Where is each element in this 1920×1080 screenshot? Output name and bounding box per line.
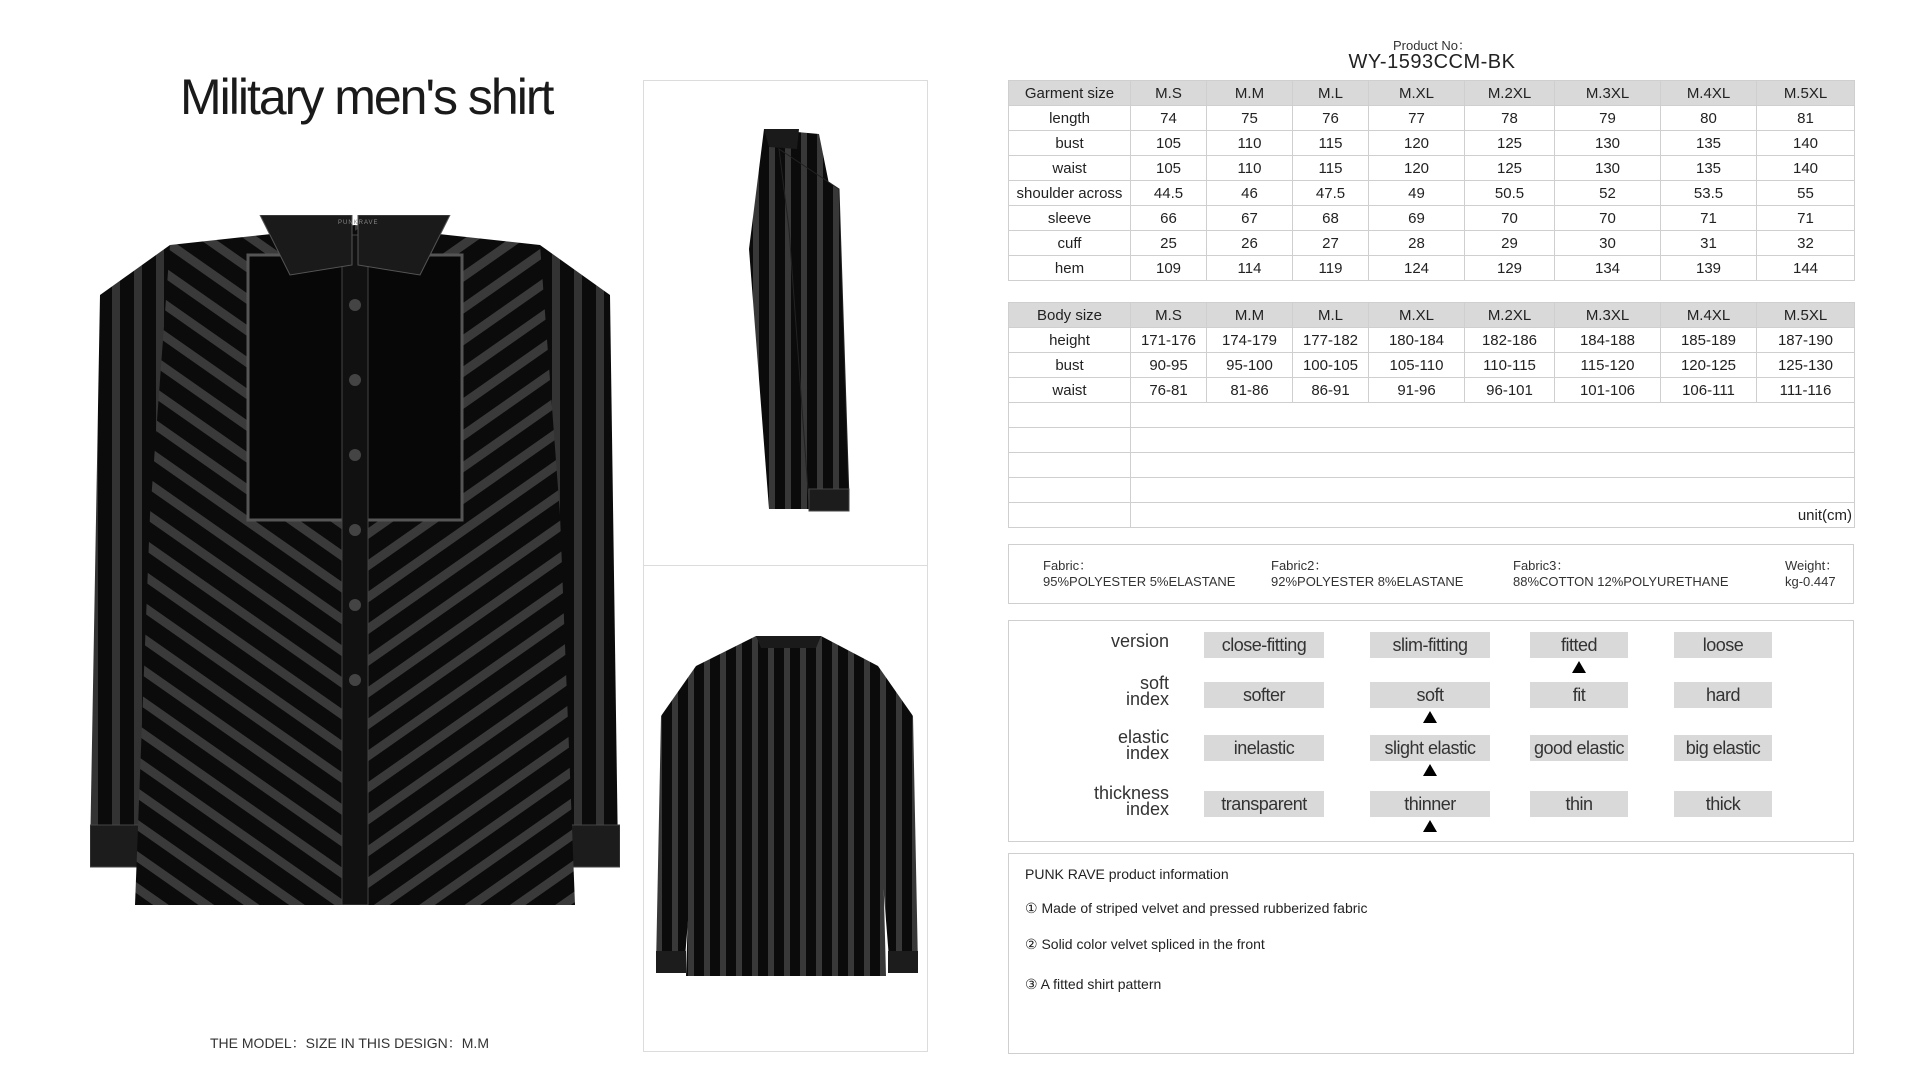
table-cell: 105 xyxy=(1131,131,1207,156)
table-cell: 70 xyxy=(1555,206,1661,231)
row-label: waist xyxy=(1009,156,1131,181)
table-cell: 120 xyxy=(1369,156,1465,181)
row-label: bust xyxy=(1009,131,1131,156)
table-cell: 75 xyxy=(1207,106,1293,131)
attr-label-line: soft xyxy=(1139,673,1169,693)
table-row xyxy=(1009,106,1855,131)
header-cell: M.XL xyxy=(1369,303,1465,328)
table-cell: 74 xyxy=(1131,106,1207,131)
table-cell: 66 xyxy=(1131,206,1207,231)
attr-option: inelastic xyxy=(1204,735,1324,761)
table-row xyxy=(1009,231,1855,256)
attr-option: thinner xyxy=(1370,791,1490,817)
table-cell: 130 xyxy=(1555,131,1661,156)
attr-label-soft xyxy=(1049,675,1169,707)
table-row xyxy=(1009,156,1855,181)
attr-label-line: elastic xyxy=(1117,727,1169,747)
table-cell: 90-95 xyxy=(1131,353,1207,378)
header-cell: M.4XL xyxy=(1661,303,1757,328)
selected-marker-icon xyxy=(1572,661,1586,673)
header-cell: M.M xyxy=(1207,81,1293,106)
fabric2-value: 92%POLYESTER 8%ELASTANE xyxy=(1271,574,1464,589)
table-cell: 79 xyxy=(1555,106,1661,131)
fit-attributes-box xyxy=(1008,620,1854,842)
table-row xyxy=(1009,206,1855,231)
table-cell: 26 xyxy=(1207,231,1293,256)
header-cell: M.3XL xyxy=(1555,81,1661,106)
header-cell: M.M xyxy=(1207,303,1293,328)
fabric3-value: 88%COTTON 12%POLYURETHANE xyxy=(1513,574,1729,589)
table-cell: 125 xyxy=(1465,131,1555,156)
table-cell: 129 xyxy=(1465,256,1555,281)
table-row xyxy=(1009,181,1855,206)
header-cell: M.5XL xyxy=(1757,81,1855,106)
table-cell: 78 xyxy=(1465,106,1555,131)
table-cell: 96-101 xyxy=(1465,378,1555,403)
header-cell: M.3XL xyxy=(1555,303,1661,328)
unit-row xyxy=(1009,503,1855,528)
row-label: waist xyxy=(1009,378,1131,403)
header-cell: M.L xyxy=(1293,303,1369,328)
table-cell: 32 xyxy=(1757,231,1855,256)
product-no-label: Product No： xyxy=(1392,38,1472,53)
attr-option: soft xyxy=(1370,682,1490,708)
table-cell: 140 xyxy=(1757,156,1855,181)
side-shirt-photo xyxy=(689,129,889,539)
table-cell: 100-105 xyxy=(1293,353,1369,378)
front-shirt-photo xyxy=(90,215,620,905)
table-cell: 125 xyxy=(1465,156,1555,181)
header-cell: Garment size xyxy=(1009,81,1131,106)
attr-option: fitted xyxy=(1530,632,1628,658)
table-cell: 185-189 xyxy=(1661,328,1757,353)
fabric-info-box xyxy=(1008,544,1854,604)
back-view-frame xyxy=(643,565,928,1052)
info-item: ③ A fitted shirt pattern xyxy=(1025,976,1162,992)
table-cell: 27 xyxy=(1293,231,1369,256)
info-heading: PUNK RAVE product information xyxy=(1025,866,1229,882)
side-view-frame xyxy=(643,80,928,566)
table-cell: 119 xyxy=(1293,256,1369,281)
unit-note: unit(cm) xyxy=(1131,503,1855,528)
attr-option: fit xyxy=(1530,682,1628,708)
size-chart xyxy=(1008,80,1854,528)
table-cell: 70 xyxy=(1465,206,1555,231)
selected-marker-icon xyxy=(1423,764,1437,776)
table-cell: 71 xyxy=(1757,206,1855,231)
table-cell: 110-115 xyxy=(1465,353,1555,378)
table-cell: 180-184 xyxy=(1369,328,1465,353)
attr-option: loose xyxy=(1674,632,1772,658)
fabric1-label: Fabric： xyxy=(1043,558,1093,573)
fabric2 xyxy=(1271,558,1463,590)
table-cell: 28 xyxy=(1369,231,1465,256)
table-cell: 77 xyxy=(1369,106,1465,131)
table-row-empty xyxy=(1009,428,1855,453)
info-item: ② Solid color velvet spliced in the front xyxy=(1025,936,1265,952)
fabric1-value: 95%POLYESTER 5%ELASTANE xyxy=(1043,574,1236,589)
table-cell: 105 xyxy=(1131,156,1207,181)
attr-label-thickness xyxy=(1049,785,1169,817)
table-cell: 110 xyxy=(1207,131,1293,156)
table-cell: 171-176 xyxy=(1131,328,1207,353)
table-cell: 69 xyxy=(1369,206,1465,231)
table-cell: 109 xyxy=(1131,256,1207,281)
table-cell: 144 xyxy=(1757,256,1855,281)
attr-label-line: index xyxy=(1125,689,1169,709)
table-cell: 140 xyxy=(1757,131,1855,156)
table-cell: 115 xyxy=(1293,156,1369,181)
table-cell: 55 xyxy=(1757,181,1855,206)
weight-label: Weight： xyxy=(1785,558,1839,573)
table-cell: 76-81 xyxy=(1131,378,1207,403)
attr-option: slight elastic xyxy=(1370,735,1490,761)
attr-option: transparent xyxy=(1204,791,1324,817)
row-label: hem xyxy=(1009,256,1131,281)
table-cell: 30 xyxy=(1555,231,1661,256)
table-row xyxy=(1009,353,1855,378)
table-cell: 49 xyxy=(1369,181,1465,206)
row-label: bust xyxy=(1009,353,1131,378)
attr-option: good elastic xyxy=(1530,735,1628,761)
table-cell: 25 xyxy=(1131,231,1207,256)
table-cell: 71 xyxy=(1661,206,1757,231)
table-cell: 46 xyxy=(1207,181,1293,206)
table-cell: 76 xyxy=(1293,106,1369,131)
attr-option: softer xyxy=(1204,682,1324,708)
table-cell: 52 xyxy=(1555,181,1661,206)
table-cell: 67 xyxy=(1207,206,1293,231)
attr-option: hard xyxy=(1674,682,1772,708)
table-row xyxy=(1009,131,1855,156)
product-info-box xyxy=(1008,853,1854,1054)
row-label: length xyxy=(1009,106,1131,131)
table-cell: 81-86 xyxy=(1207,378,1293,403)
table-cell: 50.5 xyxy=(1465,181,1555,206)
attr-label-version xyxy=(1049,633,1169,649)
table-cell: 81 xyxy=(1757,106,1855,131)
table-cell: 29 xyxy=(1465,231,1555,256)
table-row xyxy=(1009,328,1855,353)
header-cell: M.2XL xyxy=(1465,81,1555,106)
table-cell: 187-190 xyxy=(1757,328,1855,353)
table-cell: 110 xyxy=(1207,156,1293,181)
fabric1 xyxy=(1043,558,1235,590)
product-no-value: WY-1593CCM-BK xyxy=(1348,51,1516,73)
table-row-empty xyxy=(1009,478,1855,503)
table-cell: 130 xyxy=(1555,156,1661,181)
garment-size-header xyxy=(1009,81,1855,106)
table-cell: 120-125 xyxy=(1661,353,1757,378)
attr-label-line: thickness xyxy=(1093,783,1169,803)
table-row xyxy=(1009,378,1855,403)
table-row-empty xyxy=(1009,403,1855,428)
table-cell: 80 xyxy=(1661,106,1757,131)
table-cell: 174-179 xyxy=(1207,328,1293,353)
header-cell: M.2XL xyxy=(1465,303,1555,328)
table-cell: 53.5 xyxy=(1661,181,1757,206)
table-cell: 86-91 xyxy=(1293,378,1369,403)
fabric3-label: Fabric3： xyxy=(1513,558,1570,573)
table-cell: 135 xyxy=(1661,156,1757,181)
table-cell: 111-116 xyxy=(1757,378,1855,403)
attr-label-elastic xyxy=(1049,729,1169,761)
header-cell: M.XL xyxy=(1369,81,1465,106)
header-cell: M.5XL xyxy=(1757,303,1855,328)
table-cell: 47.5 xyxy=(1293,181,1369,206)
attr-option: close-fitting xyxy=(1204,632,1324,658)
table-cell: 124 xyxy=(1369,256,1465,281)
attr-option: big elastic xyxy=(1674,735,1772,761)
table-row xyxy=(1009,256,1855,281)
table-cell: 182-186 xyxy=(1465,328,1555,353)
weight xyxy=(1785,558,1838,590)
table-cell: 44.5 xyxy=(1131,181,1207,206)
attr-label-line: index xyxy=(1125,799,1169,819)
header-cell: M.S xyxy=(1131,303,1207,328)
selected-marker-icon xyxy=(1423,820,1437,832)
table-cell: 105-110 xyxy=(1369,353,1465,378)
table-cell: 125-130 xyxy=(1757,353,1855,378)
product-title: Military men's shirt xyxy=(180,69,553,125)
brand-tag: PUNKRAVE xyxy=(338,220,379,226)
table-spacer xyxy=(1009,281,1855,303)
table-cell: 135 xyxy=(1661,131,1757,156)
row-label: cuff xyxy=(1009,231,1131,256)
model-size-note: THE MODEL：SIZE IN THIS DESIGN：M.M xyxy=(210,1035,489,1051)
row-label: shoulder across xyxy=(1009,181,1131,206)
fabric2-label: Fabric2： xyxy=(1271,558,1328,573)
table-cell: 91-96 xyxy=(1369,378,1465,403)
body-size-header xyxy=(1009,303,1855,328)
attr-option: slim-fitting xyxy=(1370,632,1490,658)
table-cell: 101-106 xyxy=(1555,378,1661,403)
weight-value: kg-0.447 xyxy=(1785,574,1836,589)
row-label: height xyxy=(1009,328,1131,353)
table-cell: 120 xyxy=(1369,131,1465,156)
table-row-empty xyxy=(1009,453,1855,478)
table-cell: 115 xyxy=(1293,131,1369,156)
table-cell: 95-100 xyxy=(1207,353,1293,378)
table-cell: 31 xyxy=(1661,231,1757,256)
attr-label-line: index xyxy=(1125,743,1169,763)
info-item: ① Made of striped velvet and pressed rubberized fabric xyxy=(1025,900,1368,916)
table-cell: 139 xyxy=(1661,256,1757,281)
table-cell: 68 xyxy=(1293,206,1369,231)
attr-label-line: version xyxy=(1110,631,1169,651)
table-cell: 177-182 xyxy=(1293,328,1369,353)
table-cell: 106-111 xyxy=(1661,378,1757,403)
attr-option: thick xyxy=(1674,791,1772,817)
header-cell: M.4XL xyxy=(1661,81,1757,106)
table-cell: 114 xyxy=(1207,256,1293,281)
fabric3 xyxy=(1513,558,1729,590)
table-cell: 115-120 xyxy=(1555,353,1661,378)
header-cell: Body size xyxy=(1009,303,1131,328)
row-label: sleeve xyxy=(1009,206,1131,231)
header-cell: M.L xyxy=(1293,81,1369,106)
back-shirt-photo xyxy=(656,636,918,1036)
header-cell: M.S xyxy=(1131,81,1207,106)
table-cell: 184-188 xyxy=(1555,328,1661,353)
selected-marker-icon xyxy=(1423,711,1437,723)
table-cell: 134 xyxy=(1555,256,1661,281)
attr-option: thin xyxy=(1530,791,1628,817)
